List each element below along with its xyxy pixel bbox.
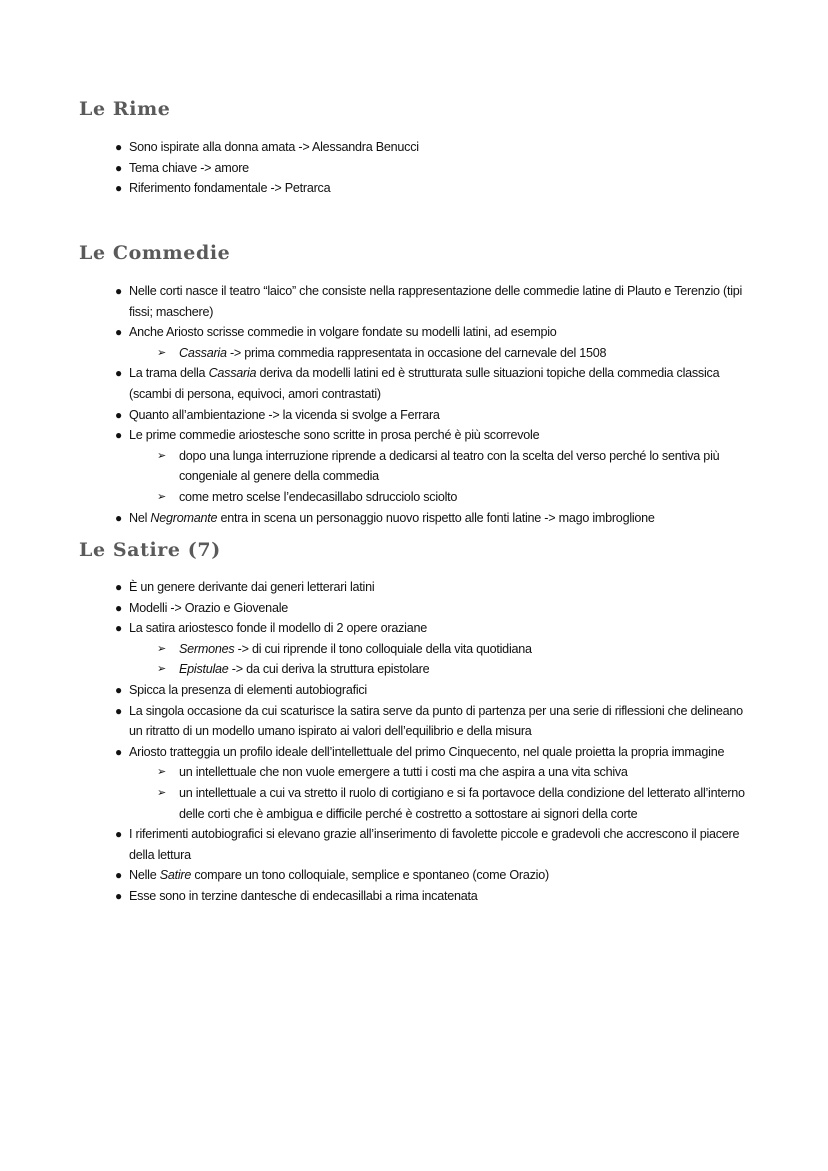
arrow-bullet-icon: ➢ bbox=[157, 346, 166, 359]
item-text: Tema chiave -> amore bbox=[129, 160, 249, 175]
sub-list-item bbox=[79, 659, 759, 680]
item-text: Nelle corti nasce il teatro “laico” che consiste nella rappresentazione delle commedie latine di Plauto e Terenzio (tipi fissi; maschere) bbox=[129, 284, 743, 319]
item-text: Ariosto tratteggia un profilo ideale dell’intellettuale del primo Cinquecento, nel quale proietta la propria immagine bbox=[129, 744, 725, 759]
bullet-icon: ● bbox=[115, 868, 122, 883]
section-satire bbox=[79, 539, 779, 907]
list-item bbox=[79, 363, 759, 404]
list-item bbox=[79, 701, 759, 742]
item-text: La satira ariostesco fonde il modello di 2 opere oraziane bbox=[129, 621, 427, 636]
item-text: Nelle bbox=[129, 868, 160, 883]
bullet-icon: ● bbox=[115, 366, 122, 381]
list-item bbox=[79, 405, 759, 426]
item-text: -> prima commedia rappresentata in occasione del carnevale del 1508 bbox=[226, 345, 607, 360]
item-text: entra in scena un personaggio nuovo rispetto alle fonti latine -> mago imbroglione bbox=[217, 510, 655, 525]
section-heading: Le Rime bbox=[79, 98, 171, 120]
bullet-icon: ● bbox=[115, 160, 122, 175]
list-item bbox=[79, 824, 759, 865]
bullet-icon: ● bbox=[115, 703, 122, 718]
bullet-icon: ● bbox=[115, 888, 122, 903]
arrow-bullet-icon: ➢ bbox=[157, 786, 166, 799]
item-text: La trama della bbox=[129, 366, 209, 381]
section-heading: Le Commedie bbox=[79, 242, 231, 264]
item-text: Le prime commedie ariostesche sono scritte in prosa perché è più scorrevole bbox=[129, 428, 540, 443]
item-text: come metro scelse l’endecasillabo sdrucciolo sciolto bbox=[179, 489, 458, 504]
list-item bbox=[79, 742, 759, 763]
bullet-icon: ● bbox=[115, 621, 122, 636]
item-text: È un genere derivante dai generi letterari latini bbox=[129, 580, 375, 594]
bullet-list bbox=[79, 577, 779, 907]
bullet-icon: ● bbox=[115, 827, 122, 842]
list-item bbox=[79, 178, 759, 199]
italic-title: Negromante bbox=[150, 510, 218, 525]
list-item bbox=[79, 322, 759, 343]
section-heading: Le Satire (7) bbox=[79, 539, 221, 561]
arrow-bullet-icon: ➢ bbox=[157, 663, 166, 676]
item-text: I riferimenti autobiografici si elevano grazie all’inserimento di favolette piccole e gradevoli che accrescono il piacere della lettura bbox=[129, 827, 740, 862]
bullet-icon: ● bbox=[115, 181, 122, 196]
italic-title: Satire bbox=[159, 868, 192, 883]
list-item bbox=[79, 158, 759, 179]
bullet-icon: ● bbox=[115, 744, 122, 759]
list-item bbox=[79, 598, 759, 619]
item-text: Sono ispirate alla donna amata -> Alessandra Benucci bbox=[129, 140, 419, 154]
bullet-list bbox=[79, 137, 779, 199]
item-text: Nel bbox=[129, 510, 151, 525]
italic-title: Epistulae bbox=[179, 662, 229, 677]
arrow-bullet-icon: ➢ bbox=[157, 490, 166, 503]
list-item bbox=[79, 865, 759, 886]
italic-title: Cassaria bbox=[179, 345, 227, 360]
item-text: deriva da modelli latini ed è strutturata sulle situazioni topiche della commedia classica (scambi di persona, equivoci, amori contrastati) bbox=[129, 366, 720, 401]
bullet-icon: ● bbox=[115, 284, 122, 298]
sub-list-item bbox=[79, 762, 759, 783]
arrow-bullet-icon: ➢ bbox=[157, 642, 166, 655]
arrow-bullet-icon: ➢ bbox=[157, 766, 166, 779]
bullet-icon: ● bbox=[115, 510, 122, 525]
sub-list-item bbox=[79, 639, 759, 660]
sub-list-item bbox=[79, 343, 759, 364]
list-item bbox=[79, 425, 759, 446]
list-item bbox=[79, 577, 759, 598]
list-item bbox=[79, 137, 759, 158]
bullet-list bbox=[79, 281, 779, 528]
sub-list-item bbox=[79, 487, 759, 508]
italic-title: Cassaria bbox=[208, 366, 257, 381]
bullet-icon: ● bbox=[115, 325, 122, 340]
list-item bbox=[79, 886, 759, 907]
bullet-icon: ● bbox=[115, 428, 122, 443]
item-text: La singola occasione da cui scaturisce la satira serve da punto di partenza per una serie di riflessioni che delineano un ritratto di un modello umano ispirato ai valori dell’equilibrio e della misura bbox=[129, 703, 743, 739]
item-text: Riferimento fondamentale -> Petrarca bbox=[129, 181, 331, 196]
item-text: Modelli -> Orazio e Giovenale bbox=[129, 600, 288, 615]
item-text: -> da cui deriva la struttura epistolare bbox=[228, 662, 430, 677]
bullet-icon: ● bbox=[115, 682, 122, 697]
list-item bbox=[79, 618, 759, 639]
arrow-bullet-icon: ➢ bbox=[157, 449, 166, 462]
item-text: Quanto all’ambientazione -> la vicenda si svolge a Ferrara bbox=[129, 407, 440, 422]
section-commedie bbox=[79, 242, 779, 528]
italic-title: Sermones bbox=[179, 641, 235, 656]
section-rime bbox=[79, 98, 779, 199]
sub-list-item bbox=[79, 446, 759, 487]
item-text: dopo una lunga interruzione riprende a dedicarsi al teatro con la scelta del verso perché lo sentiva più congeniale al genere della commedia bbox=[179, 448, 720, 484]
list-item bbox=[79, 680, 759, 701]
item-text: Spicca la presenza di elementi autobiografici bbox=[129, 682, 367, 697]
item-text: un intellettuale che non vuole emergere a tutti i costi ma che aspira a una vita schiva bbox=[179, 765, 628, 780]
bullet-icon: ● bbox=[115, 407, 122, 422]
bullet-icon: ● bbox=[115, 580, 122, 594]
list-item bbox=[79, 281, 759, 322]
list-item bbox=[79, 508, 759, 529]
bullet-icon: ● bbox=[115, 140, 122, 154]
item-text: Anche Ariosto scrisse commedie in volgare fondate su modelli latini, ad esempio bbox=[129, 325, 557, 340]
bullet-icon: ● bbox=[115, 600, 122, 615]
item-text: compare un tono colloquiale, semplice e spontaneo (come Orazio) bbox=[191, 868, 549, 883]
item-text: -> di cui riprende il tono colloquiale della vita quotidiana bbox=[234, 641, 532, 656]
item-text: Esse sono in terzine dantesche di endecasillabi a rima incatenata bbox=[129, 888, 478, 903]
sub-list-item bbox=[79, 783, 759, 824]
item-text: un intellettuale a cui va stretto il ruolo di cortigiano e si fa portavoce della condizione del letterato all’interno delle corti che è ambigua e difficile perché è costretto a sottostare ai signori della corte bbox=[179, 785, 745, 821]
